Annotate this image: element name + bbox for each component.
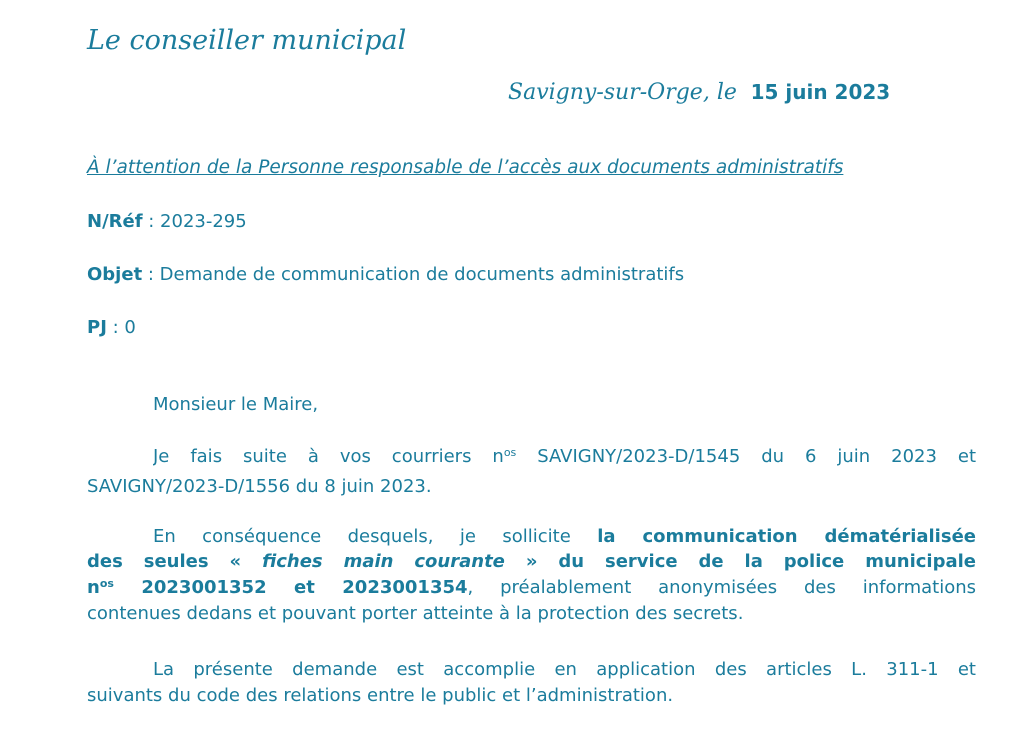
subject-label: Objet <box>87 264 143 285</box>
text: En conséquence desquels, je sollicite <box>153 526 598 547</box>
sender-title: Le conseiller municipal <box>87 25 407 56</box>
text: n <box>87 577 100 598</box>
salutation: Monsieur le Maire, <box>153 394 319 415</box>
subject <box>87 263 684 287</box>
subject-value: : Demande de communication de documents administratifs <box>142 264 685 285</box>
italic-text: fiches main courante <box>262 551 505 572</box>
ref-label: N/Réf <box>87 211 143 232</box>
superscript: os <box>99 577 114 590</box>
ref-value: : 2023-295 <box>142 211 247 232</box>
paragraph-2-line-4: contenues dedans et pouvant porter atteinte à la protection des secrets. <box>87 603 744 624</box>
paragraph-3-line-1 <box>153 658 976 682</box>
place: Savigny-sur-Orge, le <box>508 80 737 105</box>
text: 2023001352 et 2023001354 <box>113 577 468 598</box>
paragraph-2-line-1 <box>153 525 976 549</box>
text: Je fais suite à vos courriers n <box>153 446 504 467</box>
text: , préalablement anonymisées des informations <box>467 577 976 598</box>
attachments <box>87 316 136 340</box>
bold-text: la communication dématérialisée <box>597 526 976 547</box>
text: SAVIGNY/2023-D/1545 du 6 juin 2023 et <box>516 446 976 467</box>
text: La présente demande est accomplie en application des articles L. 311-1 et <box>153 659 976 680</box>
attention-line: À l’attention de la Personne responsable de l’accès aux documents administratifs <box>87 157 844 178</box>
attachments-value: : 0 <box>106 317 136 338</box>
superscript: os <box>503 446 517 459</box>
attachments-label: PJ <box>87 317 107 338</box>
text: des seules « <box>87 551 263 572</box>
paragraph-2-line-3 <box>87 576 976 600</box>
paragraph-3-line-2: suivants du code des relations entre le public et l’administration. <box>87 685 674 706</box>
place-date <box>508 78 890 108</box>
text: » du service de la police municipale <box>504 551 976 572</box>
date: 15 juin 2023 <box>750 80 891 104</box>
paragraph-2-line-2 <box>87 550 976 574</box>
reference <box>87 210 247 234</box>
paragraph-1-line-2: SAVIGNY/2023-D/1556 du 8 juin 2023. <box>87 476 432 497</box>
paragraph-1-line-1 <box>153 445 976 469</box>
